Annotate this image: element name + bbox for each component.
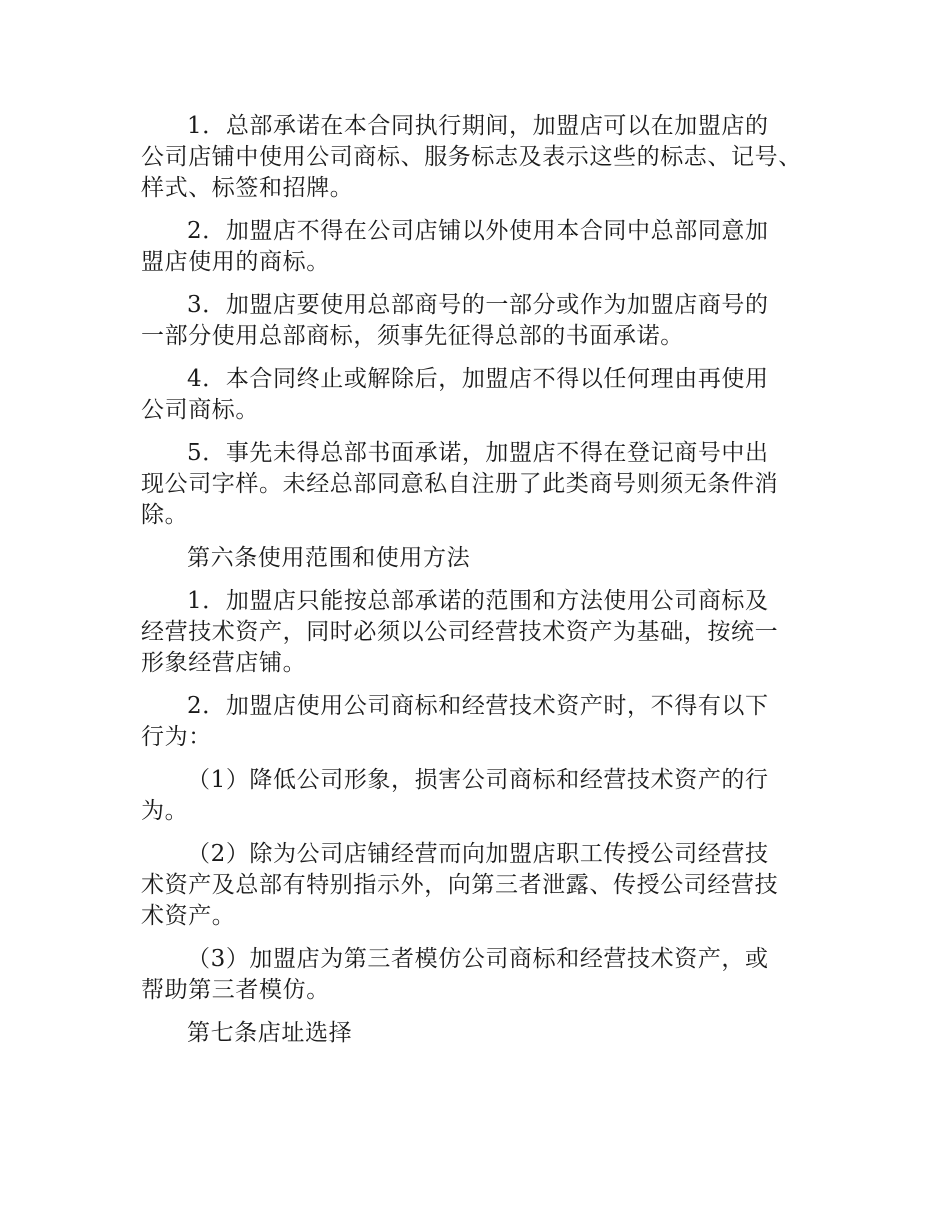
text-line: 除。 bbox=[141, 502, 189, 528]
text-line: 2．加盟店使用公司商标和经营技术资产时，不得有以下 bbox=[187, 693, 769, 719]
text-line: 1．加盟店只能按总部承诺的范围和方法使用公司商标及 bbox=[187, 588, 769, 614]
section-heading-article-7 bbox=[141, 1018, 831, 1049]
paragraph-6 bbox=[141, 586, 831, 679]
text-line: 公司商标。 bbox=[141, 397, 259, 423]
text-line: 4．本合同终止或解除后，加盟店不得以任何理由再使用 bbox=[187, 366, 769, 392]
text-line: 1．总部承诺在本合同执行期间，加盟店可以在加盟店的 bbox=[187, 113, 769, 139]
text-line: （2）除为公司店铺经营而向加盟店职工传授公司经营技 bbox=[187, 841, 769, 867]
text-line: 第七条店址选择 bbox=[187, 1020, 353, 1046]
text-line: 经营技术资产，同时必须以公司经营技术资产为基础，按统一 bbox=[141, 619, 779, 645]
paragraph-8 bbox=[141, 765, 831, 827]
text-line: （1）降低公司形象，损害公司商标和经营技术资产的行 bbox=[187, 767, 769, 793]
text-line: 盟店使用的商标。 bbox=[141, 249, 330, 275]
paragraph-10 bbox=[141, 944, 831, 1006]
text-line: 术资产。 bbox=[141, 903, 236, 929]
paragraph-5 bbox=[141, 438, 831, 531]
paragraph-7 bbox=[141, 691, 831, 753]
paragraph-4 bbox=[141, 364, 831, 426]
text-line: 第六条使用范围和使用方法 bbox=[187, 545, 471, 571]
text-line: 3．加盟店要使用总部商号的一部分或作为加盟店商号的 bbox=[187, 292, 769, 318]
text-line: 术资产及总部有特别指示外，向第三者泄露、传授公司经营技 bbox=[141, 872, 779, 898]
paragraph-2 bbox=[141, 216, 831, 278]
paragraph-9 bbox=[141, 839, 831, 932]
text-line: 现公司字样。未经总部同意私自注册了此类商号则须无条件消 bbox=[141, 471, 779, 497]
text-line: 一部分使用总部商标，须事先征得总部的书面承诺。 bbox=[141, 323, 684, 349]
text-line: （3）加盟店为第三者模仿公司商标和经营技术资产，或 bbox=[187, 946, 769, 972]
paragraph-1 bbox=[141, 111, 831, 204]
text-line: 帮助第三者模仿。 bbox=[141, 977, 330, 1003]
text-line: 为。 bbox=[141, 798, 189, 824]
text-line: 5．事先未得总部书面承诺，加盟店不得在登记商号中出 bbox=[187, 440, 769, 466]
text-line: 2．加盟店不得在公司店铺以外使用本合同中总部同意加 bbox=[187, 218, 769, 244]
text-line: 形象经营店铺。 bbox=[141, 650, 307, 676]
paragraph-3 bbox=[141, 290, 831, 352]
text-line: 样式、标签和招牌。 bbox=[141, 175, 354, 201]
section-heading-article-6 bbox=[141, 543, 831, 574]
document-body bbox=[141, 111, 831, 1061]
text-line: 公司店铺中使用公司商标、服务标志及表示这些的标志、记号、 bbox=[141, 144, 802, 170]
text-line: 行为： bbox=[141, 724, 212, 750]
